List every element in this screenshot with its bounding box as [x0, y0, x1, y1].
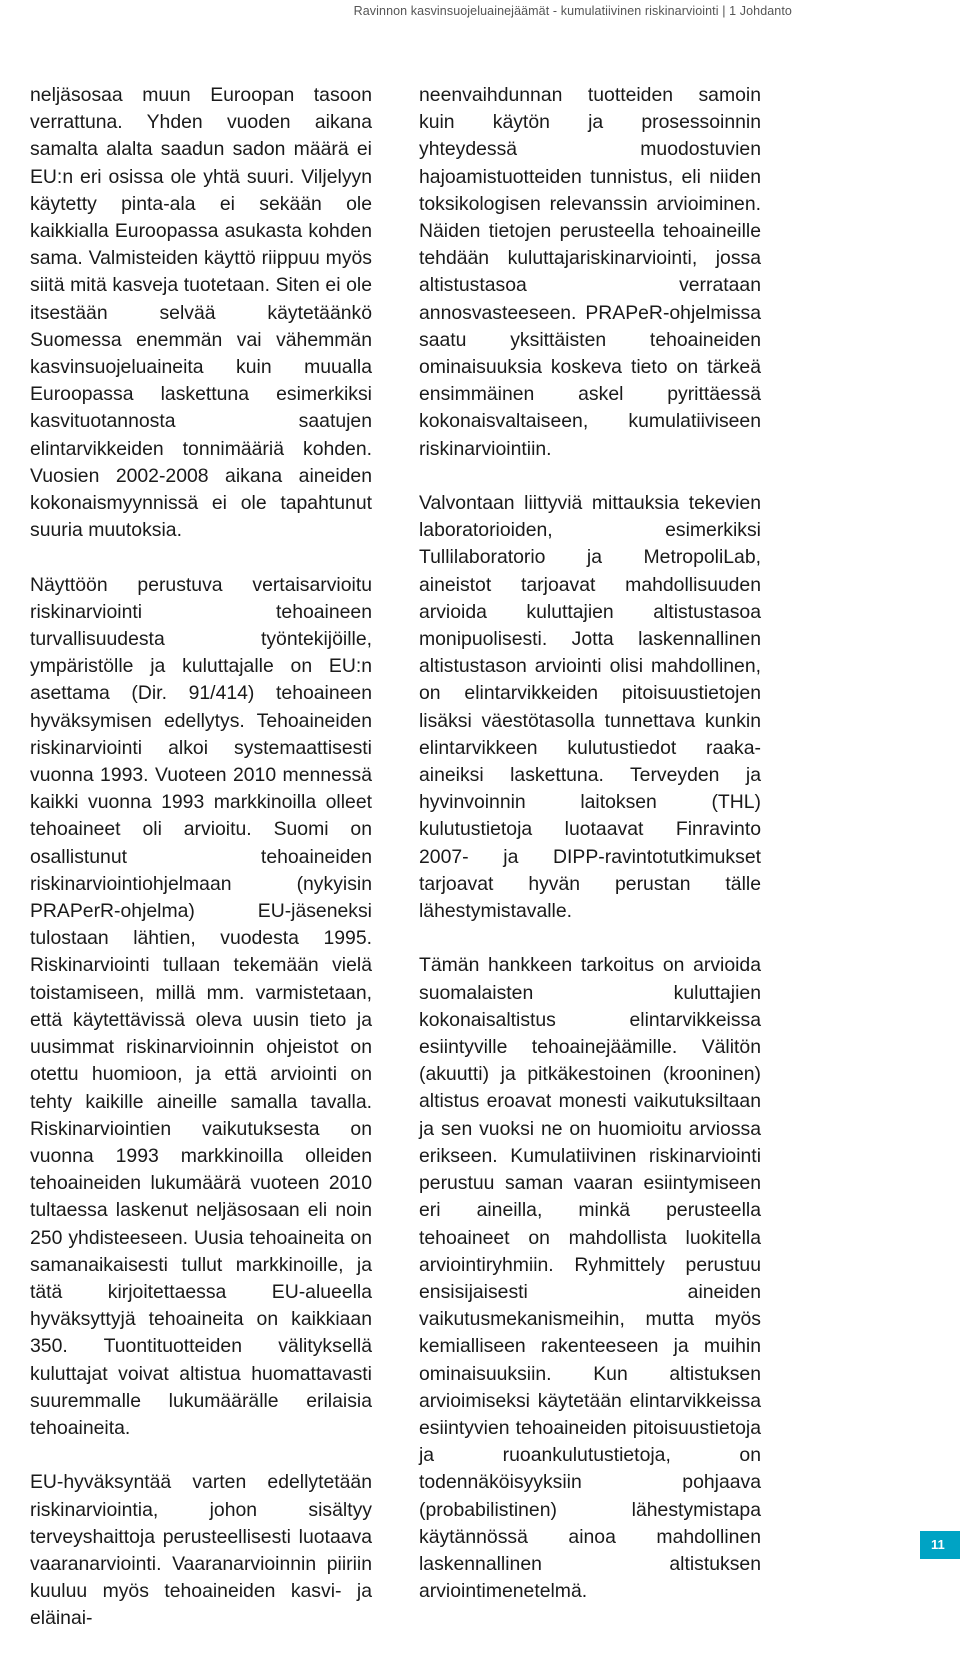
paragraph: Valvontaan liittyviä mittauksia tekevien laboratorioiden, esimerkiksi Tullilaboratorio ja MetropoliLab, aineistot tarjoavat mahdollisuuden arvioida kuluttajien altistustasoa monipuolisesti. Jotta laskennallinen altistustason arviointi olisi mahdollinen, on elintarvikkeiden pitoisuustietojen lisäksi väestötasolla tunnettava kunkin elintarvikkeen kulutustiedot raaka-aineiksi laskettuna. Terveyden ja hyvinvoinnin laitoksen (THL) kulutustietoja luotaavat Finravinto 2007- ja DIPP-ravintotutkimukset tarjoavat hyvän perustan tälle lähestymistavalle. [419, 492, 761, 923]
running-header: Ravinnon kasvinsuojeluainejäämät - kumulatiivinen riskinarviointi | 1 Johdanto [353, 4, 792, 18]
paragraph: EU-hyväksyntää varten edellytetään riskinarviointia, johon sisältyy terveyshaittoja perusteellisesti luotaava vaaranarviointi. Vaaranarvioinnin piiriin kuuluu myös tehoaineiden kasvi- ja eläinai- [30, 1471, 372, 1630]
paragraph: neenvaihdunnan tuotteiden samoin kuin käytön ja prosessoinnin yhteydessä muodostuvien hajoamistuotteiden tunnistus, eli niiden toksikologisen relevanssin arvioiminen. Näiden tietojen perusteella tehoaineille tehdään kuluttajariskinarviointi, jossa altistustasoa verrataan annosvasteeseen. PRAPeR-ohjelmissa saatu yksittäisten tehoaineiden ominaisuuksia koskeva tieto on tärkeä ensimmäinen askel pyrittäessä kokonaisvaltaiseen, kumulatiiviseen riskinarviointiin. [419, 84, 761, 460]
paragraph: Tämän hankkeen tarkoitus on arvioida suomalaisten kuluttajien kokonaisaltistus elintarvikkeissa esiintyville tehoainejäämille. Välitön (akuutti) ja pitkäkestoinen (krooninen) altistus eroavat monesti vaikutuksiltaan ja sen vuoksi ne on huomioitu arviossa erikseen. Kumulatiivinen riskinarviointi perustuu saman vaaran esiintymiseen eri aineilla, minkä perusteella tehoaineet on mahdollista luokitella arviointiryhmiin. Ryhmittely perustuu ensisijaisesti aineiden vaikutusmekanismeihin, mutta myös kemialliseen rakenteeseen ja muihin ominaisuuksiin. Kun altistuksen arvioimiseksi käytetään elintarvikkeissa esiintyvien tehoaineiden pitoisuustietoja ja ruoankulutustietoja, on todennäköisyyksiin pohjaava (probabilistinen) lähestymistapa käytännössä ainoa mahdollinen laskennallinen altistuksen arviointimenetelmä. [419, 954, 761, 1603]
paragraph: neljäsosaa muun Euroopan tasoon verrattuna. Yhden vuoden aikana samalta alalta saadun sadon määrä ei EU:n eri osissa ole yhtä suuri. Viljelyyn käytetty pinta-ala ei sekään ole kaikkialla Euroopassa asukasta kohden sama. Valmisteiden käyttö riippuu myös siitä mitä kasveja tuotetaan. Siten ei ole itsestään selvää käytetäänkö Suomessa enemmän vai vähemmän kasvinsuojeluaineita kuin muualla Euroopassa laskettuna esimerkiksi kasvituotannosta saatujen elintarvikkeiden tonnimääriä kohden. Vuosien 2002-2008 aikana aineiden kokonaismyynnissä ei ole tapahtunut suuria muutoksia. [30, 84, 372, 542]
paragraph: Näyttöön perustuva vertaisarvioitu riskinarviointi tehoaineen turvallisuudesta työntekijöille, ympäristölle ja kuluttajalle on EU:n asettama (Dir. 91/414) tehoaineen hyväksymisen edellytys. Tehoaineiden riskinarviointi alkoi systemaattisesti vuonna 1993. Vuoteen 2010 mennessä kaikki vuonna 1993 markkinoilla olleet tehoaineet oli arvioitu. Suomi on osallistunut tehoaineiden riskinarviointiohjelmaan (nykyisin PRAPerR-ohjelma) EU-jäseneksi tulostaan lähtien, vuodesta 1995. Riskinarviointi tullaan tekemään vielä toistamiseen, millä mm. varmistetaan, että käytettävissä oleva uusin tieto ja uusimmat riskinarvioinnin ohjeistot on otettu huomioon, ja että arviointi on tehty kaikille aineille samalla tavalla. Riskinarviointien vaikutuksesta on vuonna 1993 markkinoilla olleiden tehoaineiden lukumäärä vuoteen 2010 tultaessa laskenut neljäsosaan eli noin 250 yhdisteeseen. Uusia tehoaineita on samanaikaisesti tullut markkinoille, ja tätä kirjoitettaessa EU-alueella hyväksyttyjä tehoaineita on kaikkiaan 350. Tuontituotteiden välityksellä kuluttajat voivat altistua huomattavasti suuremmalle lukumäärälle erilaisia tehoaineita. [30, 573, 372, 1439]
page-number: 11 [920, 1531, 960, 1559]
right-column [419, 82, 761, 1633]
left-column [30, 82, 372, 1660]
